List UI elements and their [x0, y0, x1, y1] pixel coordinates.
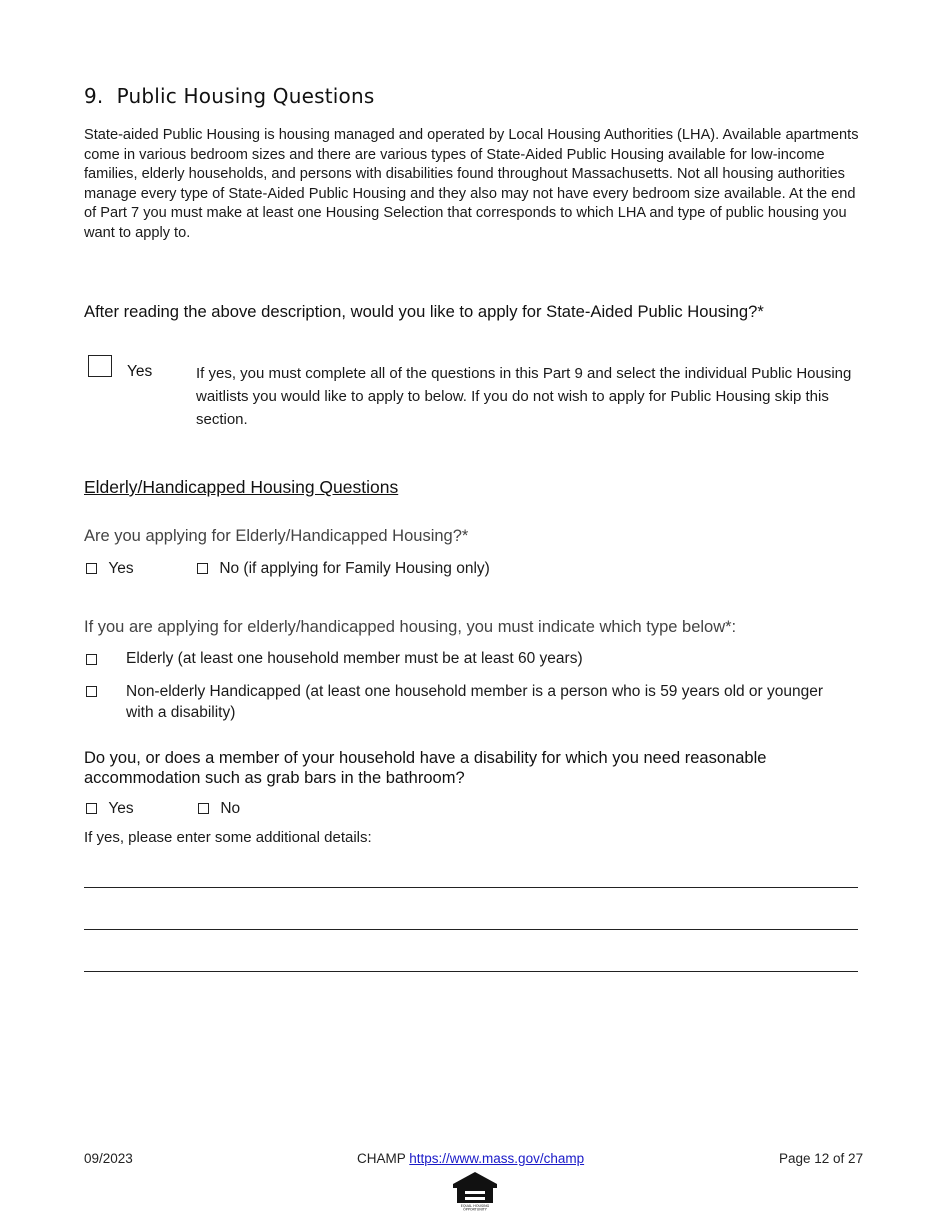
nonelderly-type-checkbox[interactable] — [86, 686, 97, 697]
elderly-yes-checkbox[interactable] — [86, 563, 97, 574]
disability-no-option[interactable] — [198, 800, 240, 818]
footer-champ-label: CHAMP — [357, 1151, 406, 1166]
apply-yes-label: Yes — [127, 363, 153, 380]
disability-no-checkbox[interactable] — [198, 803, 209, 814]
elderly-yes-label: Yes — [108, 560, 134, 577]
details-line-3[interactable] — [84, 971, 858, 972]
equal-housing-text-2: OPPORTUNITY — [463, 1207, 487, 1211]
disability-yes-checkbox[interactable] — [86, 803, 97, 814]
footer-champ-link[interactable]: https://www.mass.gov/champ — [409, 1151, 585, 1166]
elderly-question: Are you applying for Elderly/Handicapped Housing?* — [84, 527, 469, 545]
equal-housing-text-1: EQUAL HOUSING — [460, 1204, 490, 1208]
footer-date: 09/2023 — [84, 1151, 133, 1166]
elderly-type-label: Elderly (at least one household member must be at least 60 years) — [126, 650, 583, 667]
elderly-no-option[interactable] — [197, 560, 490, 578]
elderly-no-label: No (if applying for Family Housing only) — [219, 560, 490, 577]
elderly-type-checkbox[interactable] — [86, 654, 97, 665]
apply-question: After reading the above description, would you like to apply for State-Aided Public Housing?* — [84, 302, 764, 321]
disability-yes-option[interactable] — [86, 800, 134, 818]
equal-housing-icon — [451, 1171, 499, 1211]
details-label: If yes, please enter some additional details: — [84, 829, 372, 846]
elderly-yes-option[interactable] — [86, 560, 134, 578]
disability-yes-label: Yes — [108, 800, 134, 817]
section-number: 9. — [84, 84, 104, 108]
footer-page-number: Page 12 of 27 — [779, 1151, 864, 1166]
section-intro: State-aided Public Housing is housing managed and operated by Local Housing Authorities (LHA). Available apartments come in various bedroom sizes and there are various types of State-Aided Public Housing available for low-income families, elderly households, and persons with disabilities found throughout Massachusetts. Not all housing authorities manage every type of State-Aided Public Housing and they also may not have every bedroom size available. At the end of Part 7 you must make at least one Housing Selection that corresponds to which LHA and type of public housing you want to apply to. — [84, 127, 859, 241]
elderly-type-question: If you are applying for elderly/handicapped housing, you must indicate which type below*: — [84, 618, 737, 636]
apply-yes-checkbox[interactable] — [88, 355, 112, 377]
elderly-no-checkbox[interactable] — [197, 563, 208, 574]
section-title-text: Public Housing Questions — [116, 84, 375, 108]
disability-question: Do you, or does a member of your household have a disability for which you need reasonable accommodation such as grab bars in the bathroom? — [84, 749, 767, 787]
details-line-1[interactable] — [84, 887, 858, 888]
nonelderly-type-label: Non-elderly Handicapped (at least one household member is a person who is 59 years old or younger with a disability) — [126, 683, 824, 721]
elderly-section-heading: Elderly/Handicapped Housing Questions — [84, 477, 399, 497]
apply-yes-note: If yes, you must complete all of the questions in this Part 9 and select the individual Public Housing waitlists you would like to apply to below. If you do not wish to apply for Public Housing skip this section. — [196, 365, 852, 428]
disability-no-label: No — [220, 800, 241, 817]
details-line-2[interactable] — [84, 929, 858, 930]
section-title — [84, 84, 375, 108]
footer-champ — [357, 1151, 584, 1166]
